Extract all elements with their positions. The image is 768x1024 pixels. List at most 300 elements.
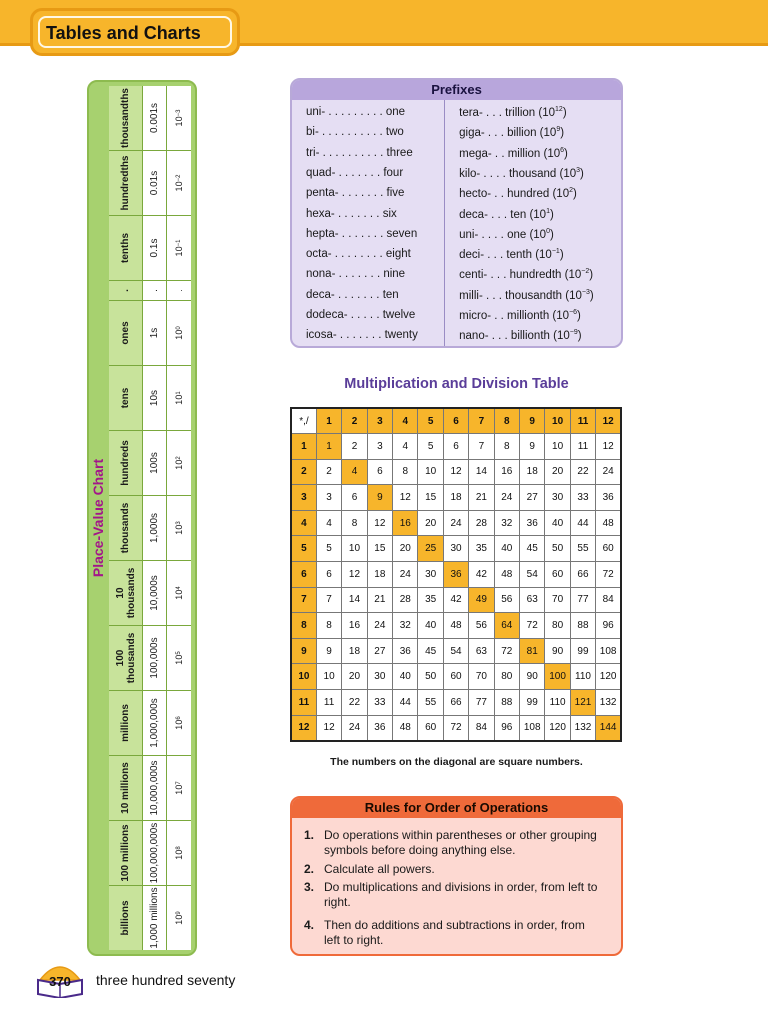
srb-label: SRB (51, 956, 69, 965)
power-base: 10 (174, 654, 184, 665)
table-header-cell: 5 (291, 536, 316, 562)
prefix-close: ) (549, 228, 554, 241)
prefix-right-item (459, 329, 581, 342)
table-header-cell: 1 (291, 434, 316, 460)
table-cell: 60 (418, 715, 443, 741)
power-base: 10 (174, 246, 184, 257)
prefix-right-item (459, 187, 577, 200)
prefix-text: hecto- . . hundred (10 (459, 188, 570, 201)
place-value-value: 100,000s (143, 626, 167, 690)
place-value-column (109, 885, 191, 950)
power-base: 10 (174, 589, 184, 600)
prefix-close: ) (562, 106, 567, 119)
page-title: Tables and Charts (46, 23, 201, 43)
table-cell: 48 (596, 510, 621, 536)
table-cell: 33 (570, 485, 595, 511)
table-row (291, 690, 621, 716)
table-cell: 20 (393, 536, 418, 562)
power-base: 10 (174, 181, 184, 192)
table-header-cell: 2 (342, 408, 367, 434)
table-header-cell: 11 (570, 408, 595, 434)
prefix-close: ) (560, 127, 565, 140)
prefix-text: tera- . . . trillion (10 (459, 106, 556, 119)
prefix-text: mega- . . million (10 (459, 147, 561, 160)
table-cell: 14 (469, 459, 494, 485)
table-cell: 110 (570, 664, 595, 690)
table-cell: 108 (520, 715, 545, 741)
table-cell: 56 (494, 587, 519, 613)
place-value-value: 1,000,000s (143, 691, 167, 755)
table-cell: 24 (367, 613, 392, 639)
place-value-title: Place-Value Chart (90, 458, 106, 578)
table-cell: 49 (469, 587, 494, 613)
table-cell: 88 (570, 613, 595, 639)
page-number: 370 (49, 974, 71, 989)
prefix-text: giga- . . . billion (10 (459, 127, 557, 140)
table-cell: 3 (367, 434, 392, 460)
place-value-power (167, 366, 191, 430)
power-base: 10 (174, 329, 184, 340)
table-cell: 64 (494, 613, 519, 639)
prefix-exponent: 12 (555, 106, 563, 113)
table-cell: 32 (393, 613, 418, 639)
order-of-operations-box (290, 796, 623, 956)
table-cell: 2 (316, 459, 341, 485)
place-value-power (167, 691, 191, 755)
table-cell: 21 (469, 485, 494, 511)
table-cell: 72 (443, 715, 468, 741)
table-cell: 35 (469, 536, 494, 562)
rule-text: Calculate all powers. (324, 862, 435, 876)
power-base: 10 (174, 914, 184, 925)
table-cell: 36 (393, 638, 418, 664)
table-cell: 54 (443, 638, 468, 664)
table-cell: 70 (545, 587, 570, 613)
prefix-right-item (459, 167, 584, 180)
table-cell: 30 (418, 562, 443, 588)
prefix-text: uni- . . . . one (10 (459, 228, 547, 241)
table-cell: 40 (418, 613, 443, 639)
power-base: 10 (174, 524, 184, 535)
table-cell: 10 (418, 459, 443, 485)
mult-table-note: The numbers on the diagonal are square numbers. (330, 756, 583, 768)
table-row (291, 510, 621, 536)
table-cell: 5 (418, 434, 443, 460)
place-value-power (167, 216, 191, 280)
power-base: 10 (174, 394, 184, 405)
table-cell: 4 (316, 510, 341, 536)
table-header-cell: 8 (494, 408, 519, 434)
table-row (291, 485, 621, 511)
table-cell: 18 (443, 485, 468, 511)
table-header-cell: 5 (418, 408, 443, 434)
place-value-name: thousandths (109, 86, 143, 150)
place-value-column (109, 365, 191, 430)
table-cell: 9 (316, 638, 341, 664)
rule-text: Do multiplications and divisions in order, from left to right. (324, 880, 598, 909)
place-value-column (109, 430, 191, 495)
table-cell: 70 (469, 664, 494, 690)
table-cell: 24 (596, 459, 621, 485)
table-cell: 81 (520, 638, 545, 664)
table-cell: 4 (393, 434, 418, 460)
table-cell: 132 (596, 690, 621, 716)
place-value-power (167, 756, 191, 820)
power-exponent: −2 (176, 174, 182, 182)
table-cell: 11 (570, 434, 595, 460)
prefix-exponent: 0 (546, 227, 550, 235)
table-row (291, 613, 621, 639)
table-cell: 72 (494, 638, 519, 664)
order-of-operations-title: Rules for Order of Operations (292, 798, 621, 818)
table-cell: 50 (545, 536, 570, 562)
prefixes-title: Prefixes (292, 80, 621, 100)
place-value-column (109, 690, 191, 755)
table-cell: 10 (316, 664, 341, 690)
prefix-exponent: 6 (560, 146, 565, 154)
table-cell: 40 (545, 510, 570, 536)
table-header-cell: 6 (443, 408, 468, 434)
table-cell: 36 (367, 715, 392, 741)
place-value-column (109, 86, 191, 150)
prefix-exponent: −9 (569, 329, 578, 337)
power-exponent: 6 (176, 716, 182, 720)
table-cell: 16 (342, 613, 367, 639)
table-cell: 16 (393, 510, 418, 536)
table-header-cell: 12 (596, 408, 621, 434)
rule-number: 2. (304, 862, 315, 876)
table-cell: 25 (418, 536, 443, 562)
table-cell: 108 (596, 638, 621, 664)
rule-number: 3. (304, 880, 315, 894)
table-header-cell: 7 (469, 408, 494, 434)
table-cell: 10 (342, 536, 367, 562)
place-value-power (167, 821, 191, 885)
table-row (291, 408, 621, 434)
table-cell: 15 (418, 485, 443, 511)
prefix-left-item: uni- . . . . . . . . . one (306, 106, 406, 118)
power-base: 10 (174, 849, 184, 860)
table-cell: 30 (545, 485, 570, 511)
table-cell: 11 (316, 690, 341, 716)
table-cell: 8 (342, 510, 367, 536)
table-cell: 42 (469, 562, 494, 588)
table-cell: 20 (418, 510, 443, 536)
prefix-close: ) (589, 289, 594, 302)
prefix-right-item (459, 248, 564, 261)
table-cell: 60 (443, 664, 468, 690)
prefix-close: ) (577, 309, 581, 322)
table-cell: 8 (316, 613, 341, 639)
prefix-text: micro- . . millionth (10 (459, 309, 570, 322)
place-value-power (167, 86, 191, 150)
table-cell: 96 (494, 715, 519, 741)
prefix-text: kilo- . . . . thousand (10 (459, 167, 577, 180)
place-value-value: 10,000s (143, 561, 167, 625)
table-cell: 12 (596, 434, 621, 460)
table-cell: 24 (494, 485, 519, 511)
table-header-cell: 4 (291, 510, 316, 536)
place-value-value: 100s (143, 431, 167, 495)
mult-table-title: Multiplication and Division Table (344, 376, 569, 392)
table-cell: 36 (520, 510, 545, 536)
table-cell: 55 (418, 690, 443, 716)
place-value-power (167, 561, 191, 625)
table-row (291, 715, 621, 741)
table-cell: 6 (316, 562, 341, 588)
table-cell: 12 (316, 715, 341, 741)
rule-text: Then do additions and subtractions in order, from left to right. (324, 918, 585, 947)
table-cell: 45 (418, 638, 443, 664)
table-cell: 5 (316, 536, 341, 562)
table-cell: 80 (494, 664, 519, 690)
prefix-exponent: −1 (551, 248, 560, 256)
place-value-name: 10 thousands (109, 561, 143, 625)
table-header-cell: 2 (291, 459, 316, 485)
table-cell: 77 (469, 690, 494, 716)
table-cell: 20 (342, 664, 367, 690)
prefix-close: ) (589, 269, 594, 282)
place-value-name: billions (109, 886, 143, 950)
table-cell: 42 (443, 587, 468, 613)
table-cell: 24 (443, 510, 468, 536)
table-cell: 6 (342, 485, 367, 511)
table-row (291, 562, 621, 588)
table-cell: 63 (469, 638, 494, 664)
power-exponent: −3 (176, 109, 182, 117)
prefix-right-item (459, 268, 593, 281)
table-cell: 27 (367, 638, 392, 664)
power-exponent: 4 (176, 586, 182, 590)
table-cell: 77 (570, 587, 595, 613)
place-value-power (167, 151, 191, 215)
table-cell: 2 (342, 434, 367, 460)
prefix-right-item (459, 289, 594, 302)
prefix-right-item (459, 126, 564, 139)
prefix-text: centi- . . . hundredth (10 (459, 269, 582, 282)
table-cell: 7 (316, 587, 341, 613)
place-value-name: ones (109, 301, 143, 365)
table-cell: 60 (596, 536, 621, 562)
place-value-value: . (143, 281, 167, 300)
table-cell: 66 (570, 562, 595, 588)
power-exponent: −1 (176, 239, 182, 247)
place-value-name: 10 millions (109, 756, 143, 820)
table-cell: 66 (443, 690, 468, 716)
table-header-cell: 8 (291, 613, 316, 639)
place-value-name: tenths (109, 216, 143, 280)
rule-number: 1. (304, 828, 315, 842)
place-value-power (167, 431, 191, 495)
prefix-close: ) (580, 167, 584, 180)
prefix-text: deca- . . . ten (10 (459, 208, 547, 221)
table-cell: 12 (393, 485, 418, 511)
table-cell: 72 (596, 562, 621, 588)
prefix-left-item: dodeca- . . . . . twelve (306, 309, 416, 321)
page-number-words: three hundred seventy (96, 972, 236, 988)
place-value-value: 0.1s (143, 216, 167, 280)
prefix-exponent: −6 (569, 309, 578, 316)
power-exponent: 1 (176, 391, 182, 395)
table-cell: 30 (443, 536, 468, 562)
place-value-power (167, 886, 191, 950)
table-cell: 88 (494, 690, 519, 716)
table-cell: 6 (367, 459, 392, 485)
prefix-text: milli- . . . thousandth (10 (459, 289, 582, 302)
power-base: 10 (174, 784, 184, 795)
prefix-left-item: deca- . . . . . . . ten (306, 288, 399, 301)
table-cell: 27 (520, 485, 545, 511)
place-value-column (109, 300, 191, 365)
table-cell: 144 (596, 715, 621, 741)
place-value-value: 1,000s (143, 496, 167, 560)
table-cell: 24 (342, 715, 367, 741)
prefix-exponent: −3 (581, 288, 590, 296)
power-exponent: 2 (176, 456, 182, 460)
table-cell: 33 (367, 690, 392, 716)
prefix-text: deci- . . . tenth (10 (459, 248, 552, 261)
mult-table (290, 407, 622, 742)
table-cell: 18 (520, 459, 545, 485)
prefix-left-item: hepta- . . . . . . . seven (306, 227, 418, 240)
table-cell: 44 (570, 510, 595, 536)
table-cell: 90 (545, 638, 570, 664)
place-value-power (167, 301, 191, 365)
place-value-value: 1,000 millions (143, 886, 167, 950)
table-row (291, 459, 621, 485)
table-cell: 84 (596, 587, 621, 613)
power-exponent: 3 (176, 521, 182, 525)
prefix-exponent: −2 (581, 268, 590, 276)
table-cell: 12 (342, 562, 367, 588)
place-value-column (109, 625, 191, 690)
power-exponent: 0 (176, 326, 182, 330)
table-cell: 44 (393, 690, 418, 716)
prefix-left-item: penta- . . . . . . . five (306, 187, 405, 200)
prefix-left-item: quad- . . . . . . . four (306, 166, 404, 179)
prefix-right-item (459, 228, 554, 241)
table-cell: 55 (570, 536, 595, 562)
table-cell: 63 (520, 587, 545, 613)
prefix-left-item: hexa- . . . . . . . six (306, 207, 397, 220)
table-cell: 16 (494, 459, 519, 485)
place-value-value: 0.01s (143, 151, 167, 215)
table-cell: 22 (570, 459, 595, 485)
power-exponent: 9 (176, 911, 182, 915)
place-value-chart (87, 80, 197, 956)
table-cell: 18 (342, 638, 367, 664)
table-cell: 28 (393, 587, 418, 613)
table-cell: 36 (443, 562, 468, 588)
table-cell: 99 (570, 638, 595, 664)
power-exponent: 7 (176, 781, 182, 785)
table-header-cell: 3 (367, 408, 392, 434)
place-value-value: 10s (143, 366, 167, 430)
table-cell: 121 (570, 690, 595, 716)
table-row (291, 638, 621, 664)
prefix-exponent: 9 (556, 126, 561, 134)
prefix-exponent: 2 (569, 187, 574, 195)
place-value-column (109, 280, 191, 300)
prefix-text: nano- . . . billionth (10 (459, 330, 570, 343)
place-value-column (109, 215, 191, 280)
place-value-name: 100 thousands (109, 626, 143, 690)
power-exponent: 5 (176, 651, 182, 655)
place-value-column (109, 495, 191, 560)
place-value-value: 1s (143, 301, 167, 365)
prefix-close: ) (559, 248, 564, 261)
table-cell: 18 (367, 562, 392, 588)
prefix-right-item (459, 309, 581, 322)
table-header-cell: 12 (291, 715, 316, 741)
table-cell: 96 (596, 613, 621, 639)
prefix-close: ) (573, 188, 577, 201)
table-cell: 110 (545, 690, 570, 716)
prefix-right-item (459, 208, 554, 221)
rule-item (304, 880, 604, 910)
table-cell: 21 (367, 587, 392, 613)
place-value-power (167, 626, 191, 690)
table-cell: 48 (494, 562, 519, 588)
table-header-cell: 1 (316, 408, 341, 434)
table-cell: 1 (316, 434, 341, 460)
table-cell: 90 (520, 664, 545, 690)
place-value-value: 10,000,000s (143, 756, 167, 820)
power-base: 10 (174, 719, 184, 730)
table-cell: 6 (443, 434, 468, 460)
place-value-column (109, 755, 191, 820)
table-header-cell: 9 (291, 638, 316, 664)
prefixes-left-column (292, 100, 445, 348)
table-cell: 56 (469, 613, 494, 639)
prefix-close: ) (564, 147, 568, 160)
table-header-cell: 10 (291, 664, 316, 690)
table-cell: 30 (367, 664, 392, 690)
place-value-value: 100,000,000s (143, 821, 167, 885)
place-value-value: 0.001s (143, 86, 167, 150)
power-base: 10 (174, 459, 184, 470)
place-value-name: 100 millions (109, 821, 143, 885)
prefix-left-item: octa- . . . . . . . . eight (306, 248, 411, 261)
rule-item (304, 862, 604, 877)
table-header-cell: 7 (291, 587, 316, 613)
table-cell: 60 (545, 562, 570, 588)
prefix-close: ) (549, 208, 554, 221)
rule-item (304, 828, 604, 858)
place-value-column (109, 150, 191, 215)
table-cell: 10 (545, 434, 570, 460)
prefix-right-item (459, 147, 568, 160)
table-row (291, 664, 621, 690)
table-cell: 32 (494, 510, 519, 536)
table-cell: 7 (469, 434, 494, 460)
prefixes-box (290, 78, 623, 348)
table-cell: 8 (494, 434, 519, 460)
table-row (291, 434, 621, 460)
table-cell: 50 (418, 664, 443, 690)
table-cell: 24 (393, 562, 418, 588)
place-value-name: tens (109, 366, 143, 430)
place-value-name: thousands (109, 496, 143, 560)
table-header-cell: 11 (291, 690, 316, 716)
table-cell: 12 (443, 459, 468, 485)
table-row (291, 536, 621, 562)
table-cell: 120 (596, 664, 621, 690)
table-cell: 40 (393, 664, 418, 690)
table-cell: 14 (342, 587, 367, 613)
table-cell: 120 (545, 715, 570, 741)
place-value-power (167, 496, 191, 560)
